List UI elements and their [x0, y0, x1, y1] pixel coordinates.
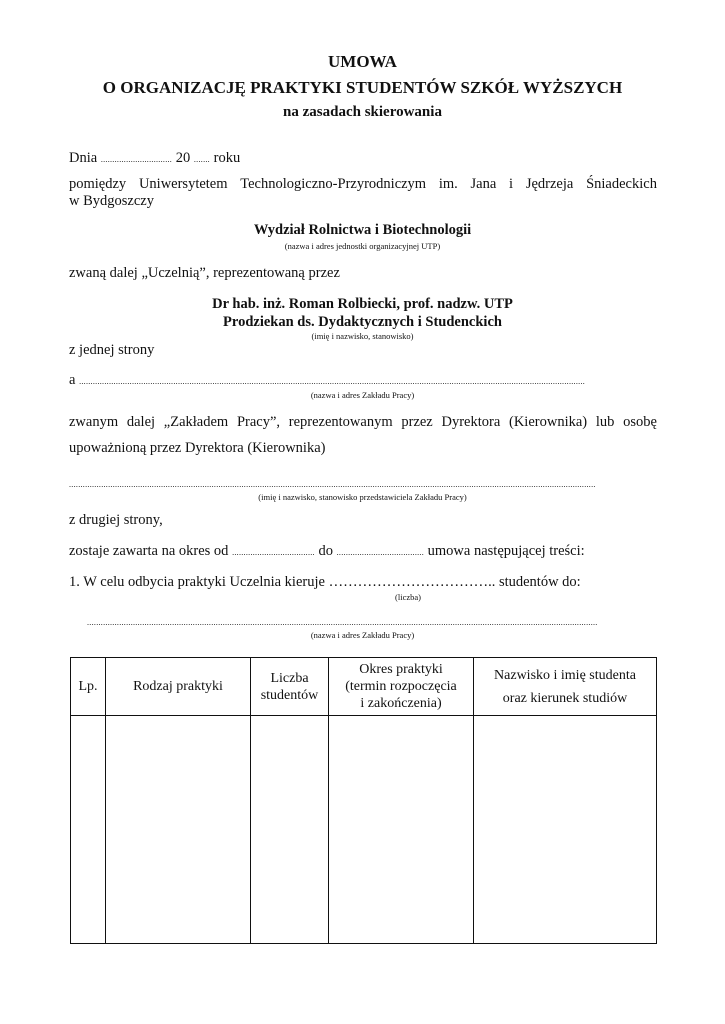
between-word: Jana — [470, 176, 497, 192]
header-practice-type-label: Rodzaj praktyki — [133, 679, 223, 694]
term-to: do — [318, 543, 333, 559]
header-lp-label: Lp. — [78, 679, 98, 694]
workplace-word: dalej — [126, 414, 156, 430]
workplace-word: Pracy”, — [236, 414, 281, 430]
table-header-row — [71, 658, 657, 716]
date-day-field[interactable]: ............................... — [100, 155, 173, 164]
header-practice-period-line: Okres praktyki — [359, 662, 443, 677]
workplace-called-line — [69, 414, 657, 431]
representative-caption: (imię i nazwisko, stanowisko) — [311, 331, 414, 341]
cell-lp[interactable] — [71, 716, 106, 944]
header-student-name — [474, 658, 657, 716]
table-row — [71, 716, 657, 944]
workplace-caption: (nazwa i adres Zakładu Pracy) — [310, 390, 415, 400]
cell-practice-period[interactable] — [329, 716, 474, 944]
between-line — [69, 176, 657, 193]
workplace-word: osobę — [623, 414, 657, 430]
students-table — [70, 657, 657, 944]
between-word: Śniadeckich — [586, 176, 657, 192]
workplace-word: Dyrektora — [441, 414, 501, 430]
cell-practice-type[interactable] — [106, 716, 251, 944]
header-practice-period-line: i zakończenia) — [360, 696, 442, 711]
cell-student-count[interactable] — [251, 716, 329, 944]
term-to-field[interactable]: ...................................... — [336, 548, 425, 557]
workplace-field[interactable]: ............................................................................................................................................................................................................................ — [79, 377, 586, 386]
workplace-prefix: a — [69, 372, 76, 388]
between-word: im. — [438, 176, 458, 192]
workplace-word: (Kierownika) — [509, 414, 588, 430]
cell-student-name[interactable] — [474, 716, 657, 944]
between-word: i — [509, 176, 514, 192]
clause-1-text: 1. W celu odbycia praktyki Uczelnia kieruje — [69, 574, 325, 590]
document-subtitle-2: na zasadach skierowania — [283, 104, 442, 120]
header-practice-type — [106, 658, 251, 716]
between-word: Jędrzeja — [525, 176, 574, 192]
student-count-caption: (liczba) — [395, 592, 421, 602]
workplace-word: lub — [595, 414, 615, 430]
representative-name: Dr hab. inż. Roman Rolbiecki, prof. nadzw. UTP — [212, 296, 513, 312]
clause-1-students-to: studentów do: — [498, 574, 581, 590]
other-side-line: z drugiej strony, — [69, 512, 163, 528]
between-word: pomiędzy — [69, 176, 127, 192]
one-side-line: z jednej strony — [69, 342, 155, 358]
date-prefix: Dnia — [69, 150, 98, 166]
header-practice-period — [329, 658, 474, 716]
date-line — [69, 150, 240, 167]
document-title: UMOWA — [328, 52, 397, 71]
clause-1-line — [69, 574, 581, 591]
document-subtitle: O ORGANIZACJĘ PRAKTYKI STUDENTÓW SZKÓŁ WYŻSZYCH — [102, 78, 623, 97]
header-student-name-line: oraz kierunek studiów — [502, 690, 628, 706]
workplace-representative-caption: (imię i nazwisko, stanowisko przedstawiciela Zakładu Pracy) — [258, 492, 467, 502]
workplace-word: zwanym — [69, 414, 119, 430]
header-student-name-line: Nazwisko i imię studenta — [494, 667, 636, 683]
header-lp — [71, 658, 106, 716]
faculty-caption: (nazwa i adres jednostki organizacyjnej UTP) — [284, 241, 441, 251]
workplace-word: „Zakładem — [163, 414, 229, 430]
term-suffix: umowa następującej treści: — [427, 543, 585, 559]
term-prefix: zostaje zawarta na okres od — [69, 543, 229, 559]
city-line: w Bydgoszczy — [69, 193, 154, 209]
term-line — [69, 543, 585, 560]
term-from-field[interactable]: .................................... — [232, 548, 315, 557]
date-suffix: roku — [213, 150, 241, 166]
workplace-representative-field[interactable]: ..................................................................................................................................................................................................................................... — [69, 480, 596, 489]
clause-1-workplace-caption: (nazwa i adres Zakładu Pracy) — [310, 630, 415, 640]
clause-1-workplace-field[interactable]: .............................................................................................................................................................................................................................. — [87, 618, 598, 627]
header-student-count — [251, 658, 329, 716]
date-year-prefix: 20 — [175, 150, 191, 166]
header-student-count-line: Liczba — [270, 670, 309, 686]
workplace-word: przez — [401, 414, 433, 430]
header-practice-period-line: (termin rozpoczęcia — [345, 679, 457, 694]
workplace-word: reprezentowanym — [288, 414, 393, 430]
authorized-line: upoważnioną przez Dyrektora (Kierownika) — [69, 440, 326, 456]
between-word: Technologiczno-Przyrodniczym — [240, 176, 427, 192]
between-word: Uniwersytetem — [138, 176, 228, 192]
header-student-count-line: studentów — [260, 687, 319, 703]
date-year-field[interactable]: ....... — [193, 155, 210, 164]
representative-role: Prodziekan ds. Dydaktycznych i Studenckich — [223, 314, 502, 330]
workplace-line — [69, 372, 657, 389]
student-count-field[interactable]: …………………………….. — [328, 574, 496, 590]
called-line: zwaną dalej „Uczelnią”, reprezentowaną przez — [69, 265, 340, 281]
faculty-name: Wydział Rolnictwa i Biotechnologii — [253, 222, 472, 238]
